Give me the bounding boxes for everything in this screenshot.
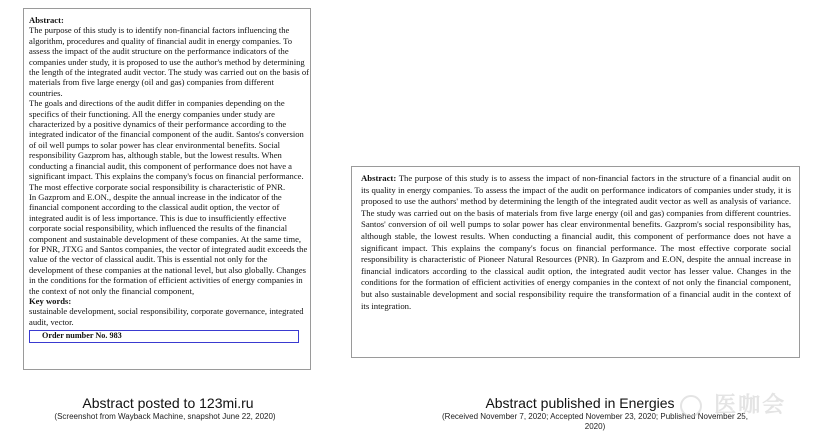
left-abstract-panel [23, 8, 311, 370]
watermark-logo-icon [680, 395, 702, 417]
order-number-box: Order number No. 983 [29, 330, 299, 343]
right-abstract-heading: Abstract: [361, 173, 397, 183]
left-abstract-paragraph-3: In Gazprom and E.ON., despite the annual increase in the indicator of the financial component according to the classical audit option, the vector of integrated audit is of less importance. This is due to insufficiently effective corporate social responsibility, which influenced the results of the financial component and sustainable development of these companies. At the same time, for PNR, JTXG and Santos companies, the vector of integrated audit exceeds the value of the vector of classical audit. This is essential not only for the development of these companies at the national level, but also globally. Changes in the conditions for the formation of efficient activities of energy companies in the context of not only the financial component, [29, 191, 308, 296]
left-abstract-paragraph-2: The goals and directions of the audit differ in companies depending on the specifics of their functioning. All the energy companies under study are characterized by a positive dynamics of their performance according to the integrated indicator of the financial component of the audit. Santos's conversion of oil well pumps to solar power has clear environmental benefits. Social responsibility Gazprom has, although stable, but the lowest results. When conducting a financial audit, this component of performance does not have a significant impact. This explains the company's focus on financial performance. The most effective corporate social responsibility is characteristic of PNR. [29, 98, 304, 192]
right-caption-subtitle: (Received November 7, 2020; Accepted November 23, 2020; Published November 25, 2020) [442, 412, 748, 431]
left-abstract-body [29, 15, 309, 343]
left-abstract-heading: Abstract: [29, 15, 64, 25]
left-caption-subtitle: (Screenshot from Wayback Machine, snapshot June 22, 2020) [54, 412, 276, 421]
left-caption-title: Abstract posted to 123mi.ru [82, 395, 254, 411]
right-abstract-text: The purpose of this study is to assess the impact of non-financial factors in the structure of a financial audit on its quality in energy companies. To assess the impact of the audit on performance indicators of companies under study, it is proposed to use the authors' method by determining the length of the integrated audit vector as well as analysis of variance. The study was carried out on the basis of materials from five large energy (oil and gas) companies from different countries. Santos' conversion of oil well pumps to solar power has clear environmental benefits. Gazprom's social responsibility has, although stable, the lowest results. When conducting a financial audit, this component of performance does not have a significant impact. This explains the company's focus on financial performance. The most effective corporate social responsibility is characteristic of Pioneer Natural Resources (PNR). In Gazprom and E.ON, despite the annual increase in financial indicators according to the classical audit option, the integrated audit vector has lesser value. Changes in the conditions for the formation of efficient activities of energy companies in the context of not only the financial component, but also sustainable development and social responsibility require the transformation of a financial audit in the context of its integration. [361, 173, 791, 311]
right-caption-title: Abstract published in Energies [485, 395, 675, 411]
keywords-heading: Key words: [29, 295, 72, 306]
keywords-text: sustainable development, social responsibility, corporate governance, integrated audit, vector. [29, 306, 304, 327]
right-abstract-body [361, 173, 791, 312]
watermark [680, 388, 830, 418]
right-abstract-panel [351, 166, 800, 358]
left-abstract-paragraph-1: The purpose of this study is to identify non-financial factors influencing the algorithm, procedures and quality of financial audit in energy companies. To assess the impact of the audit structure on the performance indicators of the companies under study, it is proposed to use the author's method by determining the length of the integrated audit vector. The study was carried out on the basis of materials from five large energy (oil and gas) companies from different countries. [29, 25, 310, 98]
watermark-text: 医咖会 [714, 392, 787, 417]
